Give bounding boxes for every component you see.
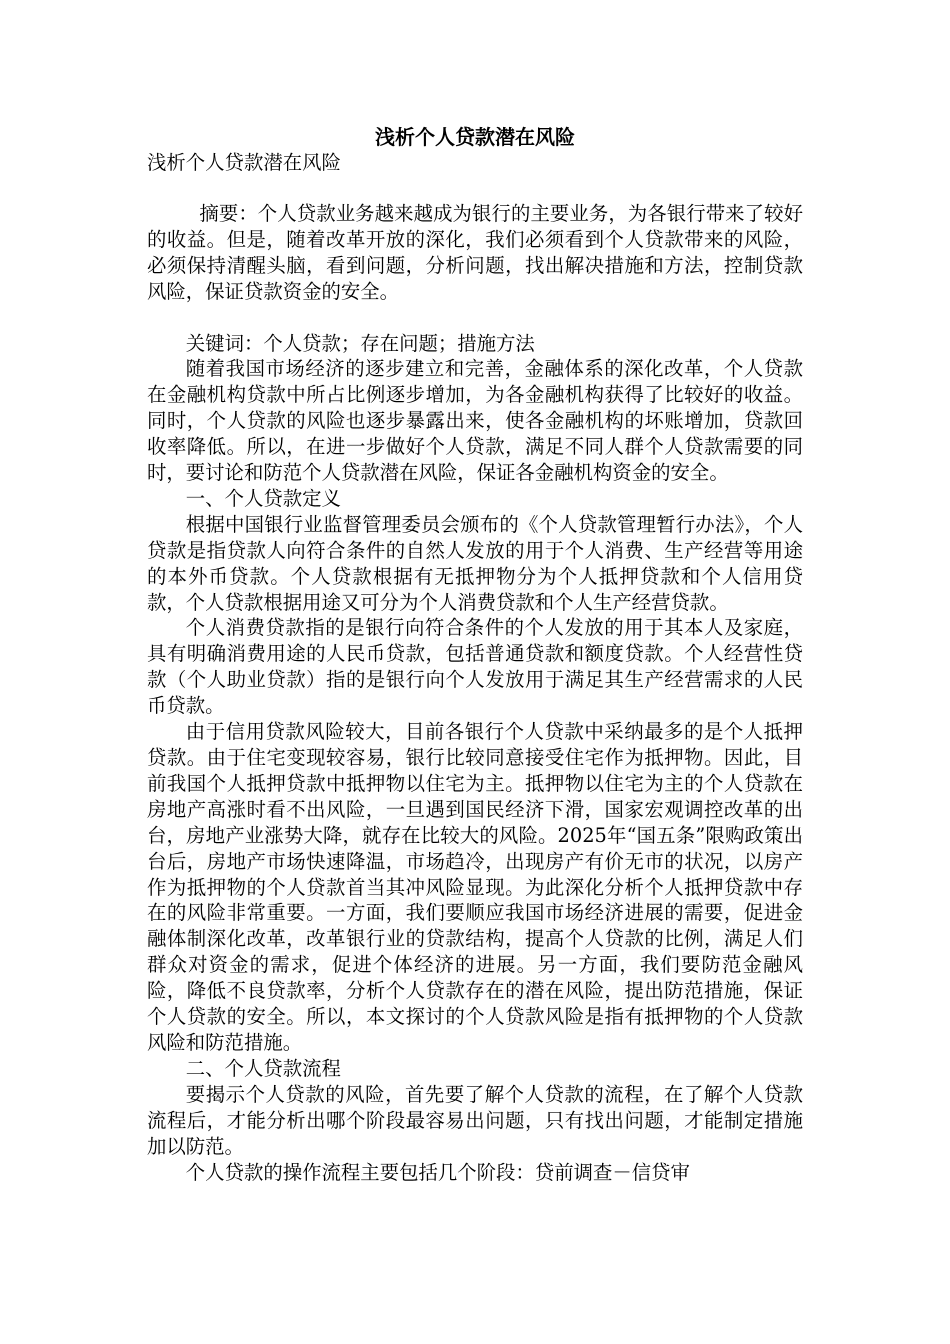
body-paragraph: 由于信用贷款风险较大，目前各银行个人贷款中采纳最多的是个人抵押贷款。由于住宅变现较容易，银行比较同意接受住宅作为抵押物。因此，目前我国个人抵押贷款中抵押物以住宅为主。抵押物以住宅为主的个人贷款在房地产高涨时看不出风险，一旦遇到国民经济下滑，国家宏观调控改革的出台，房地产业涨势大降，就存在比较大的风险。2025年“国五条”限购政策出台后，房地产市场快速降温，市场趋冷，出现房产有价无市的状况，以房产作为抵押物的个人贷款首当其冲风险显现。为此深化分析个人抵押贷款中存在的风险非常重要。一方面，我们要顺应我国市场经济进展的需要，促进金融体制深化改革，改革银行业的贷款结构，提高个人贷款的比例，满足人们群众对资金的需求，促进个体经济的进展。另一方面，我们要防范金融风险，降低不良贷款率，分析个人贷款存在的潜在风险，提出防范措施，保证个人贷款的安全。所以，本文探讨的个人贷款风险是指有抵押物的个人贷款风险和防范措施。 [147, 720, 803, 1054]
body-paragraph: 个人贷款的操作流程主要包括几个阶段：贷前调查－信贷审 [185, 1160, 690, 1184]
body-paragraph: 要揭示个人贷款的风险，首先要了解个人贷款的流程，在了解个人贷款流程后，才能分析出哪个阶段最容易出问题，只有找出问题，才能制定措施加以防范。 [147, 1082, 803, 1158]
document-title: 浅析个人贷款潜在风险 [375, 125, 575, 149]
section-heading: 二、个人贷款流程 [185, 1056, 341, 1080]
section-heading: 一、个人贷款定义 [185, 486, 341, 510]
document-body [147, 201, 803, 1185]
body-paragraph: 根据中国银行业监督管理委员会颁布的《个人贷款管理暂行办法》，个人贷款是指贷款人向符合条件的自然人发放的用于个人消费、生产经营等用途的本外币贷款。个人贷款根据有无抵押物分为个人抵押贷款和个人信用贷款，个人贷款根据用途又可分为个人消费贷款和个人生产经营贷款。 [147, 512, 803, 614]
blank-line [147, 305, 803, 331]
document-subtitle: 浅析个人贷款潜在风险 [147, 151, 341, 174]
body-paragraph: 随着我国市场经济的逐步建立和完善，金融体系的深化改革，个人贷款在金融机构贷款中所占比例逐步增加，为各金融机构获得了比较好的收益。同时，个人贷款的风险也逐步暴露出来，使各金融机构的坏账增加，贷款回收率降低。所以，在进一步做好个人贷款，满足不同人群个人贷款需要的同时，要讨论和防范个人贷款潜在风险，保证各金融机构资金的安全。 [147, 357, 803, 485]
keywords-line: 关键词：个人贷款；存在问题；措施方法 [185, 331, 535, 355]
body-paragraph: 个人消费贷款指的是银行向符合条件的个人发放的用于其本人及家庭，具有明确消费用途的人民币贷款，包括普通贷款和额度贷款。个人经营性贷款（个人助业贷款）指的是银行向个人发放用于满足其生产经营需求的人民币贷款。 [147, 616, 803, 718]
abstract-paragraph: 摘要：个人贷款业务越来越成为银行的主要业务，为各银行带来了较好的收益。但是，随着改革开放的深化，我们必须看到个人贷款带来的风险，必须保持清醒头脑，看到问题，分析问题，找出解决措施和方法，控制贷款风险，保证贷款资金的安全。 [147, 202, 803, 303]
